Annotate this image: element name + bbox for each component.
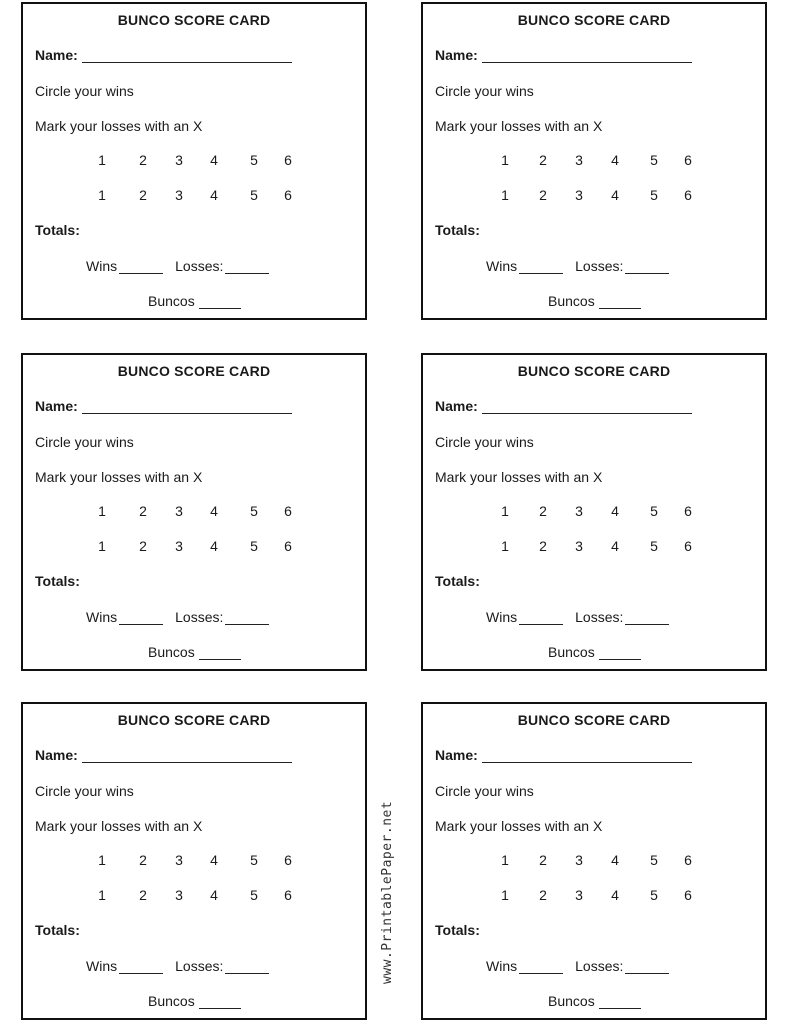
- name-label: Name:: [35, 747, 78, 763]
- wins-losses-row: [486, 609, 669, 625]
- round-number[interactable]: 5: [250, 887, 258, 903]
- round-number[interactable]: 1: [98, 503, 106, 519]
- round-number[interactable]: 4: [210, 538, 218, 554]
- losses-label: Losses:: [575, 609, 624, 625]
- mark-instruction: Mark your losses with an X: [35, 118, 203, 134]
- round-number[interactable]: 3: [175, 887, 183, 903]
- wins-field[interactable]: [519, 611, 563, 625]
- round-number[interactable]: 4: [611, 152, 619, 168]
- round-number[interactable]: 5: [250, 503, 258, 519]
- buncos-field[interactable]: [599, 995, 641, 1009]
- name-field[interactable]: [482, 48, 692, 63]
- wins-label: Wins: [486, 258, 518, 274]
- wins-field[interactable]: [119, 960, 163, 974]
- round-number[interactable]: 5: [250, 852, 258, 868]
- circle-instruction: Circle your wins: [35, 783, 134, 799]
- round-number[interactable]: 3: [175, 852, 183, 868]
- totals-label: Totals:: [435, 573, 480, 589]
- wins-field[interactable]: [519, 260, 563, 274]
- name-row: [35, 47, 292, 63]
- buncos-field[interactable]: [599, 646, 641, 660]
- round-number[interactable]: 4: [210, 187, 218, 203]
- totals-label: Totals:: [435, 222, 480, 238]
- buncos-field[interactable]: [199, 646, 241, 660]
- round-number[interactable]: 5: [650, 503, 658, 519]
- round-row-2: [23, 187, 365, 205]
- card-title: BUNCO SCORE CARD: [117, 712, 271, 728]
- score-card-3: [21, 353, 367, 671]
- wins-field[interactable]: [519, 960, 563, 974]
- round-number[interactable]: 3: [575, 152, 583, 168]
- round-number[interactable]: 2: [139, 152, 147, 168]
- round-number[interactable]: 2: [539, 852, 547, 868]
- round-number[interactable]: 1: [501, 503, 509, 519]
- name-label: Name:: [435, 398, 478, 414]
- round-number[interactable]: 1: [501, 187, 509, 203]
- name-field[interactable]: [82, 399, 292, 414]
- score-card-4: [421, 353, 767, 671]
- round-number[interactable]: 5: [650, 887, 658, 903]
- round-number[interactable]: 3: [175, 503, 183, 519]
- round-number[interactable]: 5: [650, 852, 658, 868]
- round-number[interactable]: 3: [575, 187, 583, 203]
- wins-label: Wins: [486, 958, 518, 974]
- buncos-field[interactable]: [199, 295, 241, 309]
- buncos-label: Buncos: [548, 993, 595, 1009]
- round-number[interactable]: 3: [175, 187, 183, 203]
- round-number[interactable]: 2: [539, 538, 547, 554]
- round-row-1: [423, 852, 765, 870]
- round-number[interactable]: 4: [210, 152, 218, 168]
- round-number[interactable]: 4: [611, 887, 619, 903]
- circle-instruction: Circle your wins: [435, 83, 534, 99]
- round-number[interactable]: 4: [611, 187, 619, 203]
- round-number[interactable]: 1: [501, 152, 509, 168]
- round-number[interactable]: 2: [539, 152, 547, 168]
- round-number[interactable]: 1: [98, 187, 106, 203]
- round-number[interactable]: 2: [139, 187, 147, 203]
- round-number[interactable]: 6: [284, 187, 292, 203]
- round-number[interactable]: 6: [284, 538, 292, 554]
- wins-field[interactable]: [119, 260, 163, 274]
- round-number[interactable]: 2: [139, 887, 147, 903]
- round-number[interactable]: 6: [684, 538, 692, 554]
- round-row-1: [23, 152, 365, 170]
- buncos-row: [148, 993, 241, 1009]
- round-number[interactable]: 4: [210, 852, 218, 868]
- card-title: BUNCO SCORE CARD: [517, 712, 671, 728]
- buncos-label: Buncos: [548, 293, 595, 309]
- losses-field[interactable]: [225, 960, 269, 974]
- mark-instruction: Mark your losses with an X: [435, 118, 603, 134]
- buncos-field[interactable]: [199, 995, 241, 1009]
- buncos-row: [548, 644, 641, 660]
- losses-label: Losses:: [175, 958, 224, 974]
- totals-label: Totals:: [35, 222, 80, 238]
- wins-losses-row: [86, 958, 269, 974]
- round-number[interactable]: 6: [684, 887, 692, 903]
- buncos-row: [548, 993, 641, 1009]
- round-number[interactable]: 5: [650, 187, 658, 203]
- wins-losses-row: [486, 958, 669, 974]
- round-number[interactable]: 6: [684, 152, 692, 168]
- round-number[interactable]: 6: [284, 852, 292, 868]
- circle-instruction: Circle your wins: [35, 83, 134, 99]
- round-number[interactable]: 3: [575, 538, 583, 554]
- round-number[interactable]: 4: [210, 503, 218, 519]
- buncos-label: Buncos: [148, 644, 195, 660]
- losses-field[interactable]: [225, 260, 269, 274]
- round-number[interactable]: 2: [139, 503, 147, 519]
- name-field[interactable]: [82, 48, 292, 63]
- round-number[interactable]: 1: [98, 152, 106, 168]
- losses-field[interactable]: [625, 611, 669, 625]
- buncos-row: [148, 293, 241, 309]
- round-number[interactable]: 2: [539, 503, 547, 519]
- losses-label: Losses:: [575, 258, 624, 274]
- card-title: BUNCO SCORE CARD: [117, 363, 271, 379]
- wins-label: Wins: [86, 958, 118, 974]
- wins-losses-row: [86, 258, 269, 274]
- round-number[interactable]: 6: [284, 152, 292, 168]
- round-number[interactable]: 6: [284, 503, 292, 519]
- card-title: BUNCO SCORE CARD: [517, 363, 671, 379]
- circle-instruction: Circle your wins: [35, 434, 134, 450]
- totals-label: Totals:: [35, 922, 80, 938]
- round-number[interactable]: 2: [539, 887, 547, 903]
- round-number[interactable]: 2: [139, 852, 147, 868]
- round-number[interactable]: 2: [539, 187, 547, 203]
- card-title: BUNCO SCORE CARD: [117, 12, 271, 28]
- round-row-1: [423, 503, 765, 521]
- card-title: BUNCO SCORE CARD: [517, 12, 671, 28]
- round-number[interactable]: 6: [684, 852, 692, 868]
- totals-label: Totals:: [435, 922, 480, 938]
- wins-label: Wins: [486, 609, 518, 625]
- round-row-2: [423, 187, 765, 205]
- buncos-label: Buncos: [548, 644, 595, 660]
- name-label: Name:: [435, 47, 478, 63]
- mark-instruction: Mark your losses with an X: [35, 818, 203, 834]
- site-watermark: www.PrintablePaper.net: [380, 800, 395, 984]
- mark-instruction: Mark your losses with an X: [435, 818, 603, 834]
- name-field[interactable]: [482, 399, 692, 414]
- round-number[interactable]: 4: [210, 887, 218, 903]
- round-number[interactable]: 3: [175, 538, 183, 554]
- round-number[interactable]: 5: [250, 538, 258, 554]
- buncos-field[interactable]: [599, 295, 641, 309]
- name-field[interactable]: [482, 748, 692, 763]
- circle-instruction: Circle your wins: [435, 434, 534, 450]
- losses-label: Losses:: [175, 609, 224, 625]
- round-number[interactable]: 1: [98, 852, 106, 868]
- round-row-1: [423, 152, 765, 170]
- round-row-2: [23, 887, 365, 905]
- round-number[interactable]: 4: [611, 852, 619, 868]
- name-row: [35, 398, 292, 414]
- wins-label: Wins: [86, 609, 118, 625]
- round-number[interactable]: 4: [611, 503, 619, 519]
- buncos-label: Buncos: [148, 293, 195, 309]
- name-row: [435, 747, 692, 763]
- score-card-2: [421, 2, 767, 320]
- round-number[interactable]: 6: [284, 887, 292, 903]
- round-number[interactable]: 1: [98, 538, 106, 554]
- wins-label: Wins: [86, 258, 118, 274]
- wins-losses-row: [486, 258, 669, 274]
- losses-label: Losses:: [175, 258, 224, 274]
- round-number[interactable]: 1: [501, 538, 509, 554]
- name-row: [435, 47, 692, 63]
- round-number[interactable]: 3: [575, 887, 583, 903]
- round-number[interactable]: 3: [575, 503, 583, 519]
- score-card-1: [21, 2, 367, 320]
- score-card-6: [421, 702, 767, 1020]
- losses-field[interactable]: [625, 960, 669, 974]
- round-number[interactable]: 5: [250, 187, 258, 203]
- round-number[interactable]: 5: [250, 152, 258, 168]
- wins-losses-row: [86, 609, 269, 625]
- mark-instruction: Mark your losses with an X: [35, 469, 203, 485]
- round-row-1: [23, 503, 365, 521]
- losses-field[interactable]: [625, 260, 669, 274]
- round-number[interactable]: 5: [650, 152, 658, 168]
- buncos-row: [548, 293, 641, 309]
- name-label: Name:: [35, 47, 78, 63]
- round-number[interactable]: 6: [684, 187, 692, 203]
- round-row-2: [423, 538, 765, 556]
- totals-label: Totals:: [35, 573, 80, 589]
- round-number[interactable]: 4: [611, 538, 619, 554]
- round-row-2: [423, 887, 765, 905]
- round-number[interactable]: 6: [684, 503, 692, 519]
- wins-field[interactable]: [119, 611, 163, 625]
- mark-instruction: Mark your losses with an X: [435, 469, 603, 485]
- buncos-row: [148, 644, 241, 660]
- round-number[interactable]: 3: [175, 152, 183, 168]
- name-row: [435, 398, 692, 414]
- round-number[interactable]: 3: [575, 852, 583, 868]
- round-row-2: [23, 538, 365, 556]
- name-row: [35, 747, 292, 763]
- round-number[interactable]: 1: [501, 887, 509, 903]
- round-number[interactable]: 5: [650, 538, 658, 554]
- round-number[interactable]: 2: [139, 538, 147, 554]
- circle-instruction: Circle your wins: [435, 783, 534, 799]
- score-card-5: [21, 702, 367, 1020]
- round-row-1: [23, 852, 365, 870]
- round-number[interactable]: 1: [98, 887, 106, 903]
- buncos-label: Buncos: [148, 993, 195, 1009]
- losses-label: Losses:: [575, 958, 624, 974]
- name-label: Name:: [435, 747, 478, 763]
- name-label: Name:: [35, 398, 78, 414]
- name-field[interactable]: [82, 748, 292, 763]
- round-number[interactable]: 1: [501, 852, 509, 868]
- losses-field[interactable]: [225, 611, 269, 625]
